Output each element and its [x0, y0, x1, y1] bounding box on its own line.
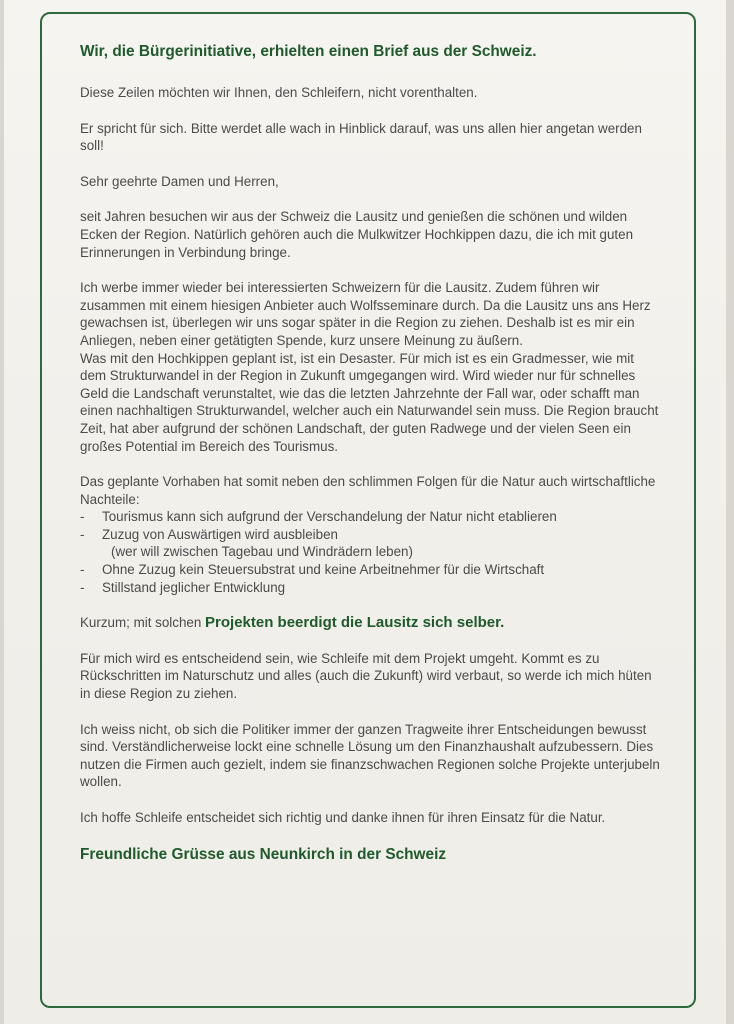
list-item-text: Ohne Zuzug kein Steuersubstrat und keine Arbeitnehmer für die Wirtschaft: [102, 562, 545, 578]
dash-bullet: -: [80, 579, 85, 595]
dash-bullet: -: [80, 509, 85, 525]
list-item-subnote: (wer will zwischen Tagebau und Windrädern leben): [111, 544, 413, 560]
intro-paragraph-1: Diese Zeilen möchten wir Ihnen, den Schleifern, nicht vorenthalten.: [80, 85, 478, 100]
paragraph-2: Ich werbe immer wieder bei interessierten Schweizern für die Lausitz. Zudem führen wir zusammen mit einem hiesigen Anbieter auch Wolfsseminare durch. Da die Lausitz uns ans Herz gewachsen ist, überlegen wir uns sogar später in die Region zu ziehen. Deshalb ist es mir ein Anliegen, neben einer getätigten Spende, kurz unsere Meinung zu äußern.: [80, 280, 651, 348]
paragraph-7: Ich hoffe Schleife entscheidet sich richtig und danke ihnen für ihren Einsatz für die Natur.: [80, 810, 606, 825]
dash-bullet: -: [80, 562, 85, 578]
letter-content: [80, 42, 660, 865]
kurzum-prefix: Kurzum; mit solchen: [80, 615, 206, 631]
list-item-text: Zuzug von Auswärtigen wird ausbleiben: [102, 526, 338, 542]
paragraph-5: Für mich wird es entscheidend sein, wie Schleife mit dem Projekt umgeht. Kommt es zu Rückschritten im Naturschutz und alles (auch die Zukunft) wird verbaut, so werde ich mich hüten in diese Region zu ziehen.: [80, 650, 652, 702]
list-item-text: Tourismus kann sich aufgrund der Verschandelung der Natur nicht etablieren: [102, 509, 557, 525]
list-item: [80, 579, 660, 597]
letter-heading: Wir, die Bürgerinitiative, erhielten einen Brief aus der Schweiz.: [80, 43, 537, 60]
list-item: [80, 561, 660, 579]
paragraph-3: Was mit den Hochkippen geplant ist, ist ein Desaster. Für mich ist es ein Gradmesser, wie mit dem Strukturwandel in der Region in Zukunft umgegangen wird. Wird wieder nur für schnelles Geld die Landschaft verunstaltet, wie das die letzten Jahrzehnte der Fall war, oder schafft man einen nachhaltigen Strukturwandel, welcher auch ein Naturwandel sein muss. Die Region braucht Zeit, hat aber aufgrund der schönen Landschaft, der guten Radwege und der vielen Seen ein großes Potential im Bereich des Tourismus.: [80, 350, 659, 454]
salutation: Sehr geehrte Damen und Herren,: [80, 173, 279, 189]
paragraph-1: seit Jahren besuchen wir aus der Schweiz die Lausitz und genießen die schönen und wilden Ecken der Region. Natürlich gehören auch die Mulkwitzer Hochkippen dazu, die ich mit guten Erinnerungen in Verbindung bringe.: [80, 209, 634, 260]
closing-greeting: Freundliche Grüsse aus Neunkirch in der Schweiz: [80, 845, 447, 863]
dash-bullet: -: [80, 526, 85, 542]
paragraph-6: Ich weiss nicht, ob sich die Politiker immer der ganzen Tragweite ihrer Entscheidungen bewusst sind. Verständlicherweise lockt eine schnelle Lösung um den Finanzhaushalt aufzubessern. Dies nutzen die Firmen auch gezielt, indem sie finanzschwachen Regionen solche Projekte unterjubeln wollen.: [80, 721, 660, 790]
list-item: [80, 508, 660, 526]
list-item-text: Stillstand jeglicher Entwicklung: [102, 579, 286, 595]
disadvantages-list: [80, 508, 660, 596]
letter-sheet: [4, 0, 726, 1024]
kurzum-line: [80, 614, 660, 632]
kurzum-emphasis: Projekten beerdigt die Lausitz sich selber.: [205, 614, 505, 632]
list-item: [80, 526, 660, 561]
intro-paragraph-2: Er spricht für sich. Bitte werdet alle wach in Hinblick darauf, was uns allen hier angetan werden soll!: [80, 120, 642, 154]
paragraph-4: Das geplante Vorhaben hat somit neben den schlimmen Folgen für die Natur auch wirtschaftliche Nachteile:: [80, 474, 656, 507]
